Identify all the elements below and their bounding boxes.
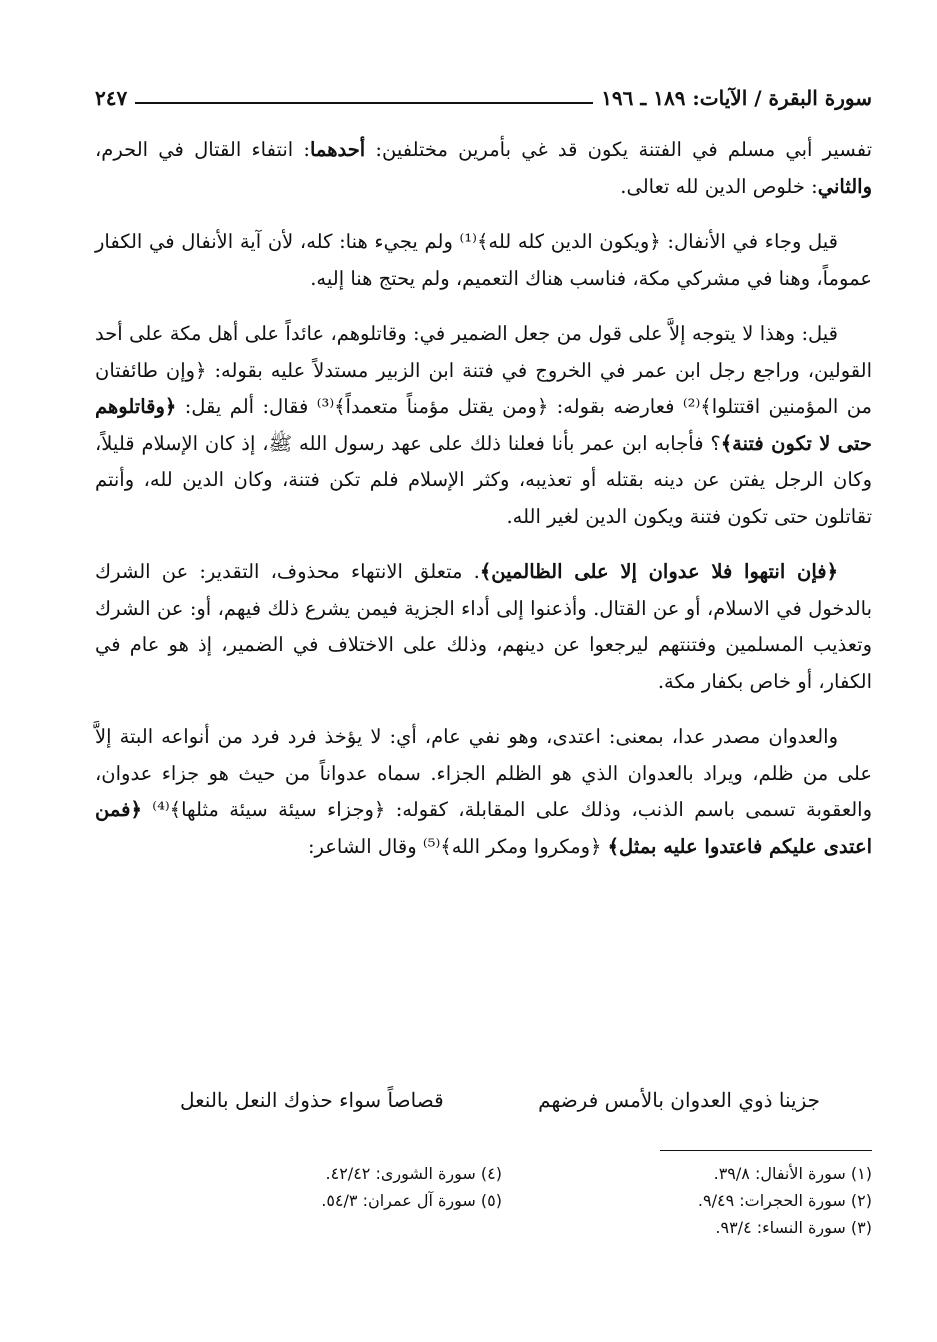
paragraph-4: [95, 554, 872, 700]
footnote-3: (٣) سورة النساء: ٩٣/٤.: [715, 1218, 872, 1237]
footnotes-column-left: [252, 1160, 502, 1214]
verse-first-hemistich: جزينا ذوي العدوان بالأمس فرضهم: [538, 1088, 820, 1112]
footnote-1: (١) سورة الأنفال: ٣٩/٨.: [713, 1164, 872, 1183]
term-first: أحدهما: [309, 138, 366, 161]
main-text: [95, 132, 872, 884]
quran-quote-transgress: ﴿فمن اعتدى عليكم فاعتدوا عليه بمثل﴾: [95, 798, 872, 858]
paragraph-3: [95, 316, 872, 535]
paragraph-1-part-3: : انتفاء القتال في الحرم،: [95, 138, 310, 161]
quran-quote-cease: ﴿فإن انتهوا فلا عدوان إلا على الظالمين﴾: [479, 560, 839, 583]
paragraph-2: قيل وجاء في الأنفال: ﴿ويكون الدين كله لله﴾⁽¹⁾ ولم يجيء هنا: كله، لأن آية الأنفال في الكفار عموماً، وهنا في مشركي مكة، فناسب هناك التعميم، ولم يحتج هنا إليه.: [95, 230, 872, 290]
paragraph-3-part-3: ؟ فأجابه ابن عمر بأنا فعلنا ذلك على عهد رسول الله ﷺ، إذ كان الإسلام قليلاً، وكان الرجل يفتن عن دينه بقتله أو تعذيبه، وكثر الإسلام فلم تكن فتنة، وكان الدين لله، وأنتم تقاتلون حتى تكون فتنة ويكون الدين لغير الله.: [95, 431, 872, 528]
paragraph-1-part-5: : خلوص الدين لله تعالى.: [620, 174, 818, 198]
verse-second-hemistich: قصاصاً سواء حذوك النعل بالنعل: [180, 1088, 444, 1112]
footnote-2: (٢) سورة الحجرات: ٩/٤٩.: [697, 1191, 872, 1210]
paragraph-1-part-1: تفسير أبي مسلم في الفتنة يكون قد غي بأمرين مختلفين:: [365, 138, 873, 161]
running-title: سورة البقرة / الآيات: ١٨٩ ـ ١٩٦: [601, 86, 872, 110]
footnote-rule: [660, 1150, 872, 1151]
footnotes: [200, 1160, 872, 1270]
paragraph-5: [95, 719, 872, 865]
header-rule: [135, 102, 593, 104]
quran-quote-fight: ﴿وقاتلوهم حتى لا تكون فتنة﴾: [95, 395, 872, 455]
paragraph-4-part-2: . متعلق الانتهاء محذوف، التقدير: عن الشرك بالدخول في الاسلام، أو عن القتال. وأذعنوا إلى أداء الجزية فيمن يشرع ذلك فيهم، أو: عن الشرك وتعذيب المسلمين وفتنتهم ليرجعوا عن دينهم، وذلك على الاختلاف في الضمير، إذ هو عام في الكفار، أو خاص بكفار مكة.: [95, 560, 872, 693]
page-header: [95, 70, 872, 110]
paragraph-5-part-3: ﴿ومكروا ومكر الله﴾⁽⁵⁾ وقال الشاعر:: [307, 834, 608, 858]
footnote-4: (٤) سورة الشورى: ٤٢/٤٢.: [325, 1164, 502, 1183]
footnotes-column-right: [632, 1160, 872, 1241]
term-second: والثاني: [817, 174, 872, 198]
paragraph-5-part-1: والعدوان مصدر عدا، بمعنى: اعتدى، وهو نفي عام، أي: لا يؤخذ فرد فرد من أنواعه البتة إلاَّ على من ظلم، ويراد بالعدوان الذي هو الظلم الجزاء. سماه عدواناً من حيث هو جزاء عدوان، والعقوبة تسمى باسم الذنب، وذلك على المقابلة، كقوله: ﴿وجزاء سيئة سيئة مثلها﴾⁽⁴⁾: [95, 725, 872, 821]
paragraph-3-part-1: قيل: وهذا لا يتوجه إلاَّ على قول من جعل الضمير في: وقاتلوهم، عائداً على أهل مكة على أحد القولين، وراجع رجل ابن عمر في الخروج في فتنة ابن الزبير مستدلاً عليه بقوله: ﴿وإن طائفتان من المؤمنين اقتتلوا﴾⁽²⁾ فعارضه بقوله: ﴿ومن يقتل مؤمناً متعمداً﴾⁽³⁾ فقال: ألم يقل:: [95, 322, 872, 418]
poetry-verse: [180, 1082, 820, 1118]
footnote-5: (٥) سورة آل عمران: ٥٤/٣.: [321, 1191, 502, 1210]
paragraph-1: [95, 132, 872, 205]
page-number: ٢٤٧: [95, 86, 128, 110]
